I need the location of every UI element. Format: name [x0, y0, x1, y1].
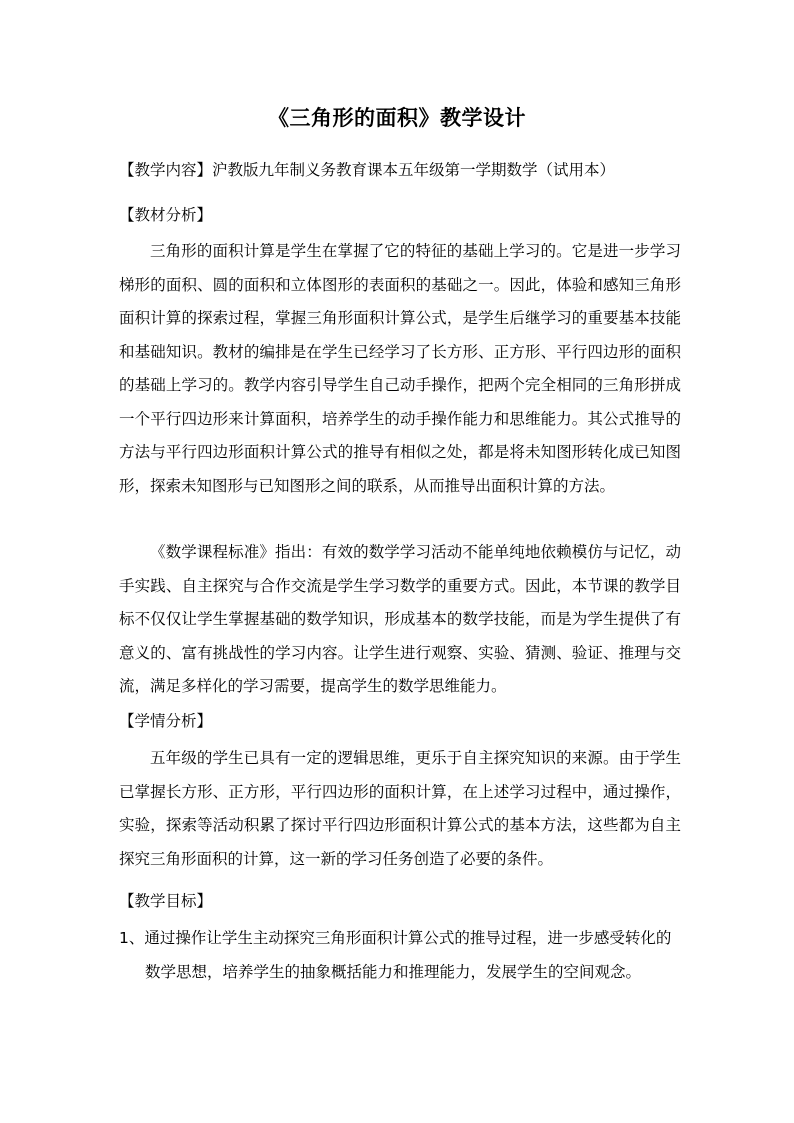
teaching-goal-item-1: 1、通过操作让学生主动探究三角形面积计算公式的推导过程，进一步感受转化的数学思想，培养学生的抽象概括能力和推理能力，发展学生的空间观念。	[119, 929, 672, 981]
document-title: 《三角形的面积》教学设计	[268, 106, 526, 130]
textbook-analysis-paragraph-1: 三角形的面积计算是学生在掌握了它的特征的基础上学习的。它是进一步学习梯形的面积、圆的面积和立体图形的表面积的基础之一。因此，体验和感知三角形面积计算的探索过程，掌握三角形面积计算公式，是学生后继学习的重要基本技能和基础知识。教材的编排是在学生已经学习了长方形、正方形、平行四边形的面积的基础上学习的。教学内容引导学生自己动手操作，把两个完全相同的三角形拼成一个平行四边形来计算面积，培养学生的动手操作能力和思维能力。其公式推导的方法与平行四边形面积计算公式的推导有相似之处，都是将未知图形转化成已知图形，探索未知图形与已知图形之间的联系，从而推导出面积计算的方法。	[119, 242, 681, 495]
student-analysis-paragraph: 五年级的学生已具有一定的逻辑思维，更乐于自主探究知识的来源。由于学生已掌握长方形、正方形，平行四边形的面积计算，在上述学习过程中，通过操作，实验，探索等活动积累了探讨平行四边形面积计算公式的基本方法，这些都为自主探究三角形面积的计算，这一新的学习任务创造了必要的条件。	[119, 749, 681, 868]
textbook-analysis-paragraph-2: 《数学课程标准》指出：有效的数学学习活动不能单纯地依赖模仿与记忆，动手实践、自主探究与合作交流是学生学习数学的重要方式。因此，本节课的教学目标不仅仅让学生掌握基础的数学知识，形成基本的数学技能，而是为学生提供了有意义的、富有挑战性的学习内容。让学生进行观察、实验、猜测、验证、推理与交流，满足多样化的学习需要，提高学生的数学思维能力。	[119, 543, 681, 695]
student-analysis-heading: 【学情分析】	[119, 712, 213, 730]
teaching-goals-heading: 【教学目标】	[119, 892, 213, 910]
teaching-content-line: 【教学内容】沪教版九年制义务教育课本五年级第一学期数学（试用本）	[119, 161, 616, 179]
textbook-analysis-heading: 【教材分析】	[119, 206, 213, 224]
